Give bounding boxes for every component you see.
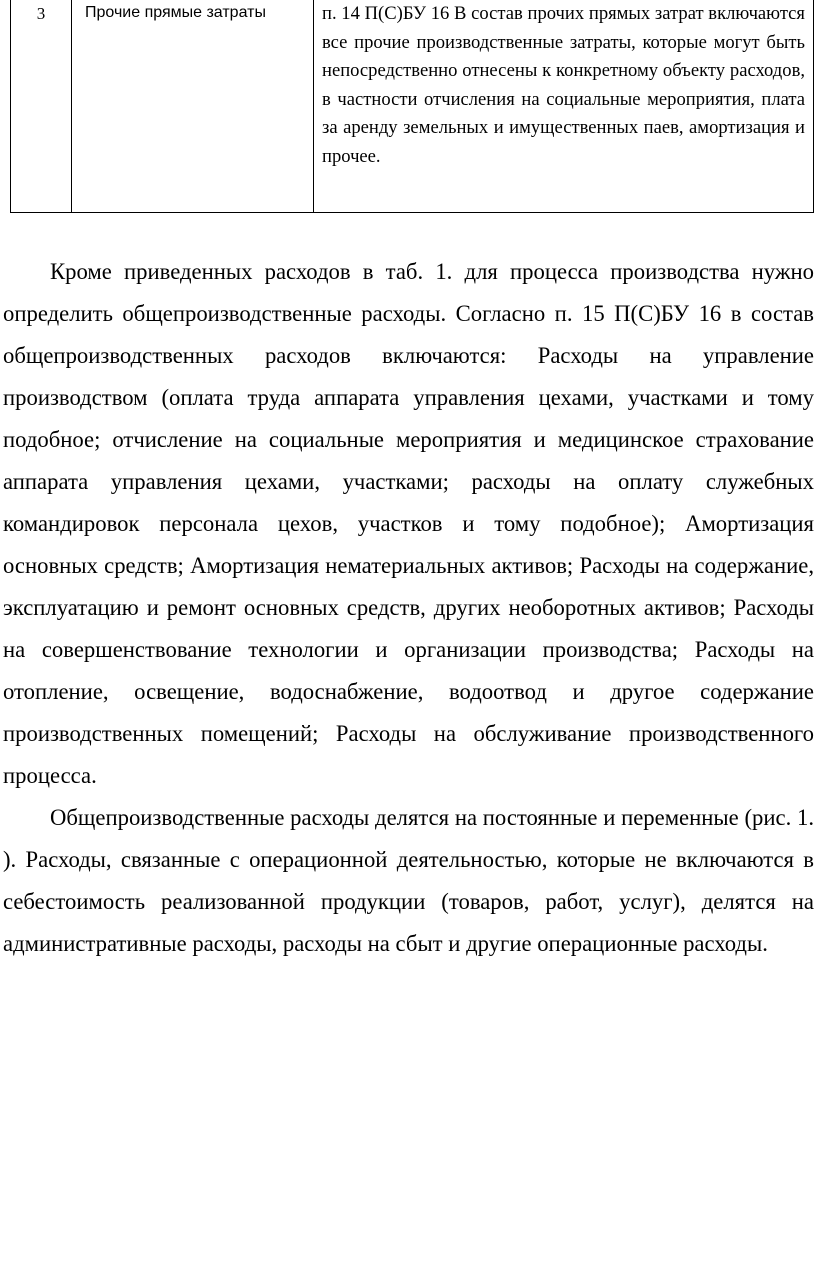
row-name: Прочие прямые затраты [85,4,266,21]
row-number: 3 [36,4,46,23]
table-row [11,0,814,213]
row-description: п. 14 П(С)БУ 16 В состав прочих прямых затрат включаются все прочие производственные затраты, которые могут быть непосредственно отнесены к конкретному объекту расходов, в частности отчисления на социальные мероприятия, плата за аренду земельных и имущественных паев, амортизация и прочее. [322,3,805,167]
paragraph-overhead-costs: Кроме приведенных расходов в таб. 1. для процесса производства нужно определить общепроизводственные расходы. Согласно п. 15 П(С)БУ 16 в состав общепроизводственных расходов включаются: Расходы на управление производством (оплата труда аппарата управления цехами, участками и тому подобное; отчисление на социальные мероприятия и медицинское страхование аппарата управления цехами, участками; расходы на оплату служебных командировок персонала цехов, участков и тому подобное); Амортизация основных средств; Амортизация нематериальных активов; Расходы на содержание, эксплуатацию и ремонт основных средств, других необоротных активов; Расходы на совершенствование технологии и организации производства; Расходы на отопление, освещение, водоснабжение, водоотвод и другое содержание производственных помещений; Расходы на обслуживание производственного процесса. [3,259,814,788]
row-description-cell [314,0,814,213]
body-text [3,251,814,965]
row-number-cell [11,0,72,213]
paragraph-cost-division: Общепроизводственные расходы делятся на постоянные и переменные (рис. 1. ). Расходы, связанные с операционной деятельностью, которые не включаются в себестоимость реализованной продукции (товаров, работ, услуг), делятся на административные расходы, расходы на сбыт и другие операционные расходы. [3,805,814,956]
costs-table [10,0,814,213]
row-name-cell [72,0,314,213]
